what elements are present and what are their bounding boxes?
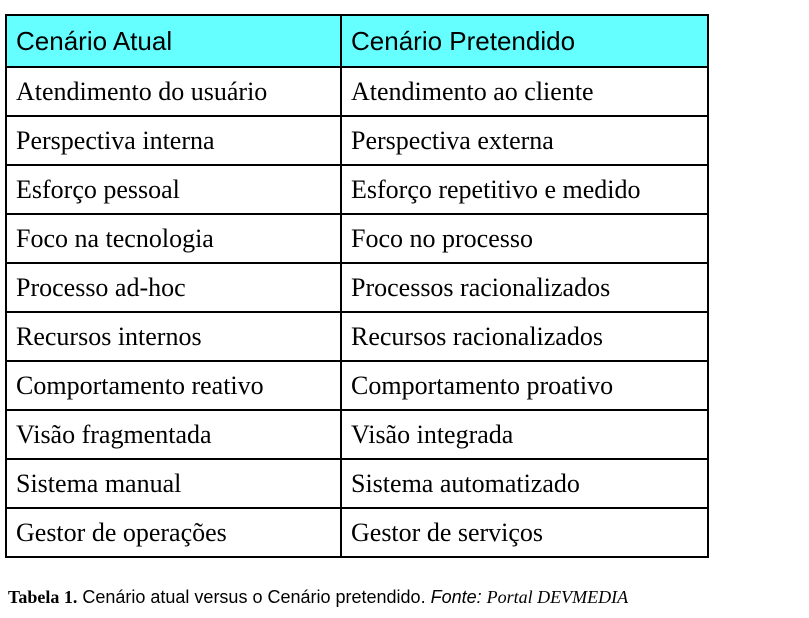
cell-current: Sistema manual (6, 459, 341, 508)
comparison-table-container (5, 14, 707, 558)
cell-current: Visão fragmentada (6, 410, 341, 459)
cell-intended: Visão integrada (341, 410, 708, 459)
table-row (6, 165, 708, 214)
cell-current: Comportamento reativo (6, 361, 341, 410)
comparison-table (5, 14, 709, 558)
table-row (6, 263, 708, 312)
cell-intended: Sistema automatizado (341, 459, 708, 508)
cell-intended: Atendimento ao cliente (341, 67, 708, 116)
table-row (6, 508, 708, 557)
cell-intended: Foco no processo (341, 214, 708, 263)
caption-source-label: Fonte: (430, 587, 487, 607)
cell-current: Esforço pessoal (6, 165, 341, 214)
header-intended-scenario: Cenário Pretendido (341, 15, 708, 67)
caption-text: Cenário atual versus o Cenário pretendido. (77, 587, 431, 607)
cell-intended: Recursos racionalizados (341, 312, 708, 361)
cell-intended: Perspectiva externa (341, 116, 708, 165)
table-row (6, 116, 708, 165)
caption-source-name: Portal DEVMEDIA (486, 587, 629, 607)
cell-intended: Esforço repetitivo e medido (341, 165, 708, 214)
cell-current: Atendimento do usuário (6, 67, 341, 116)
table-row (6, 410, 708, 459)
table-row (6, 312, 708, 361)
cell-current: Gestor de operações (6, 508, 341, 557)
table-row (6, 214, 708, 263)
cell-current: Processo ad-hoc (6, 263, 341, 312)
cell-intended: Comportamento proativo (341, 361, 708, 410)
table-header-row (6, 15, 708, 67)
table-row (6, 67, 708, 116)
cell-intended: Processos racionalizados (341, 263, 708, 312)
table-row (6, 459, 708, 508)
table-row (6, 361, 708, 410)
table-caption (8, 587, 628, 608)
caption-label: Tabela 1. (8, 587, 78, 607)
cell-current: Recursos internos (6, 312, 341, 361)
cell-current: Foco na tecnologia (6, 214, 341, 263)
cell-current: Perspectiva interna (6, 116, 341, 165)
cell-intended: Gestor de serviços (341, 508, 708, 557)
header-current-scenario: Cenário Atual (6, 15, 341, 67)
